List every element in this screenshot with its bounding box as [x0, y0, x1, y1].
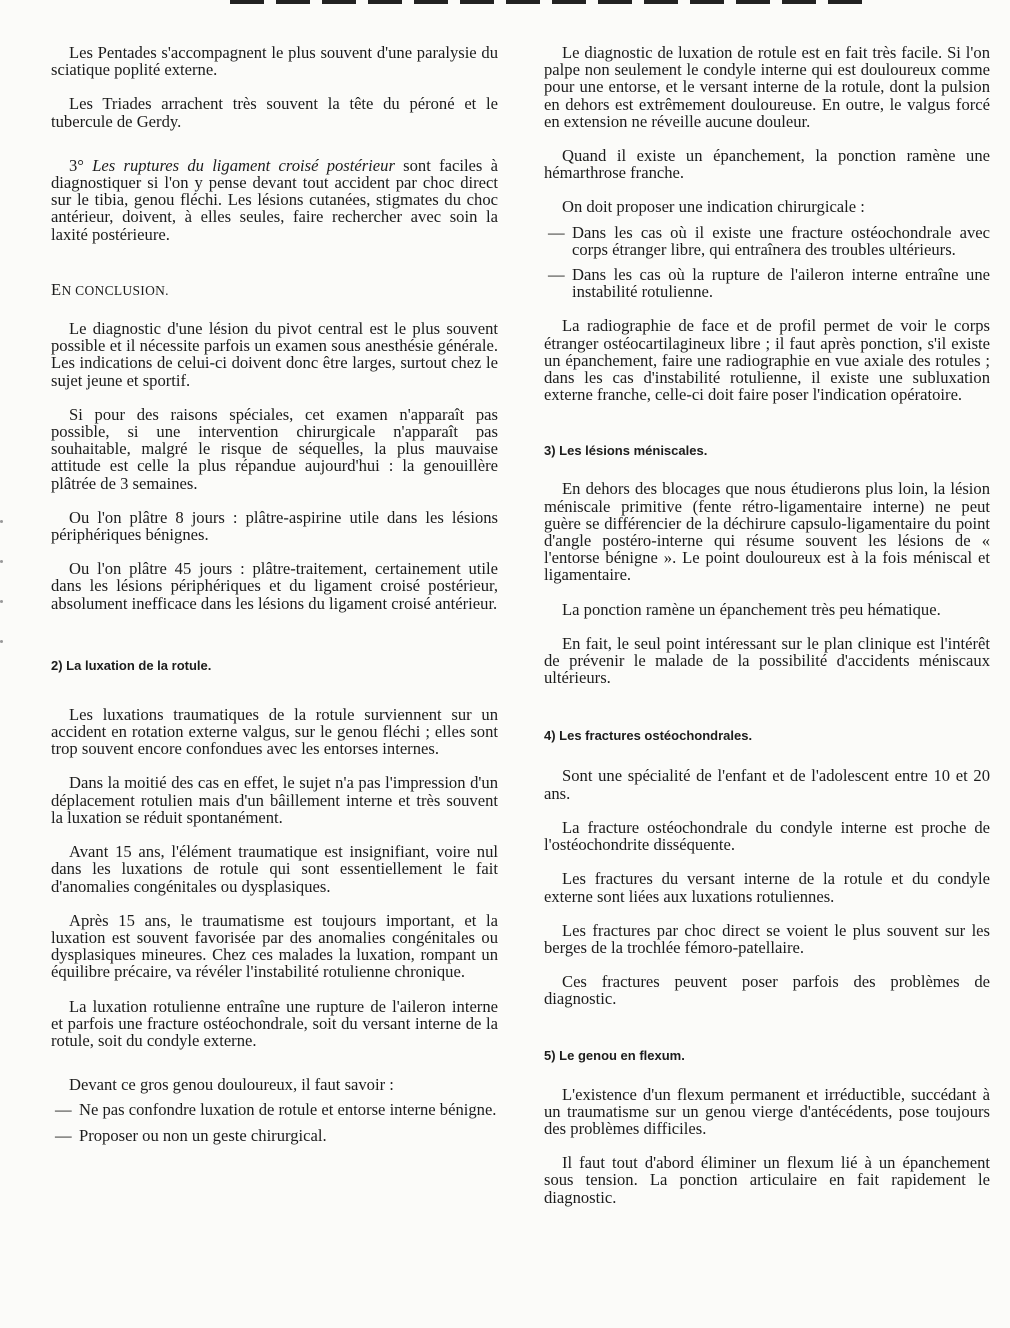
paragraph: Les luxations traumatiques de la rotule surviennent sur un accident en rotation externe valgus, sur le genou fléchi ; elles sont trop souvent encore confondues avec les entorses internes. — [51, 704, 498, 759]
paragraph: Sont une spécialité de l'enfant et de l'adolescent entre 10 et 20 ans. — [544, 766, 990, 803]
scan-mark — [0, 520, 3, 523]
dash-item — [544, 266, 990, 300]
dash-item — [51, 1127, 498, 1144]
paragraph: La radiographie de face et de profil permet de voir le corps étranger ostéocartilagineux libre ; il faut après ponction, s'il existe un épanchement, faire une radiographie en vue axiale des rotules ; dans les cas d'instabilité rotulienne, il existe une subluxation externe franche, celle-ci doit faire poser l'indication opératoire. — [544, 316, 990, 405]
dash-item-text: Proposer ou non un geste chirurgical. — [79, 1125, 327, 1145]
paragraph: Les Triades arrachent très souvent la tête du péroné et le tubercule de Gerdy. — [51, 94, 498, 131]
dash-item — [544, 224, 990, 258]
paragraph: En dehors des blocages que nous étudierons plus loin, la lésion méniscale primitive (fente rétro-ligamentaire interne) ne peut guère se différencier de la déchirure capsulo-ligamentaire du point d'angle postéro-interne qui résume souvent les lésions de « l'entorse bénigne ». Le point douloureux est à la fois méniscal et ligamentaire. — [544, 479, 990, 585]
paragraph-ligament-croise-posterieur — [51, 157, 498, 243]
paragraph: Ou l'on plâtre 8 jours : plâtre-aspirine utile dans les lésions périphériques bénignes. — [51, 507, 498, 545]
paragraph: La ponction ramène un épanchement très peu hématique. — [562, 599, 941, 619]
paragraph: Il faut tout d'abord éliminer un flexum lié à un épanchement sous tension. La ponction articulaire en fait rapidement le diagnostic. — [544, 1153, 990, 1207]
paragraph: Ces fractures peuvent poser parfois des problèmes de diagnostic. — [544, 972, 990, 1009]
conclusion-heading: EN CONCLUSION. — [51, 279, 169, 299]
scan-mark — [0, 640, 3, 643]
paragraph-text: sont faciles à diagnostiquer si l'on y pense devant tout accident par choc direct sur le tibia, genou fléchi. Les lésions cutanées, stigmates du choc antérieur, doivent, à elles seules, faire rechercher avec soin la laxité postérieure. — [51, 155, 498, 244]
paragraph: Le diagnostic d'une lésion du pivot central est le plus souvent possible et il nécessite parfois un examen sous anesthésie générale. Les indications de celui-ci doivent donc être larges, surtout chez le sujet jeune et sportif. — [51, 319, 498, 390]
dash-mark: — — [55, 1125, 72, 1145]
paragraph: Les Pentades s'accompagnent le plus souvent d'une paralysie du sciatique poplité externe. — [51, 43, 498, 80]
paragraph: On doit proposer une indication chirurgicale : — [562, 197, 865, 217]
right-column — [544, 44, 990, 1206]
top-rule — [230, 0, 870, 4]
paragraph: Devant ce gros genou douloureux, il faut savoir : — [69, 1075, 394, 1095]
section-heading-lesions-meniscales: 3) Les lésions méniscales. — [544, 443, 708, 459]
dash-item-text: Dans les cas où il existe une fracture ostéochondrale avec corps étranger libre, qui entraînera des troubles ultérieurs. — [572, 222, 990, 259]
paragraph: Quand il existe un épanchement, la ponction ramène une hémarthrose franche. — [544, 146, 990, 183]
section-heading-genou-flexum: 5) Le genou en flexum. — [544, 1047, 685, 1063]
paragraph: Les fractures par choc direct se voient le plus souvent sur les berges de la trochlée fémoro-patellaire. — [544, 920, 990, 957]
paragraph: Après 15 ans, le traumatisme est toujours important, et la luxation est souvent favorisée par des anomalies congénitales ou dysplasiques mineures. Chez ces malades la luxation, rompant un équilibre précaire, va révéler l'instabilité rotulienne chronique. — [51, 910, 498, 982]
dash-item — [51, 1101, 498, 1118]
dash-item-text: Ne pas confondre luxation de rotule et entorse interne bénigne. — [79, 1100, 497, 1120]
paragraph: La luxation rotulienne entraîne une rupture de l'aileron interne et parfois une fracture ostéochondrale, soit du versant interne de la rotule, soit du condyle externe. — [51, 996, 498, 1050]
italic-title: Les ruptures du ligament croisé postérieur — [92, 155, 395, 175]
paragraph: En fait, le seul point intéressant sur le plan clinique est l'intérêt de prévenir le malade de la possibilité d'accidents méniscaux ultérieurs. — [544, 633, 990, 688]
section-heading-fractures-osteochondrales: 4) Les fractures ostéochondrales. — [544, 728, 753, 744]
dash-mark: — — [55, 1100, 72, 1120]
dash-mark: — — [548, 265, 565, 285]
section-heading-luxation-rotule: 2) La luxation de la rotule. — [51, 657, 212, 673]
scan-mark — [0, 560, 3, 563]
paragraph: Ou l'on plâtre 45 jours : plâtre-traitement, certainement utile dans les lésions périphériques et du ligament croisé postérieur, absolument inefficace dans les lésions du ligament croisé antérieur. — [51, 559, 498, 613]
paragraph: Dans la moitié des cas en effet, le sujet n'a pas l'impression d'un déplacement rotulien mais d'un bâillement interne et très souvent la luxation se réduit spontanément. — [51, 773, 498, 827]
paragraph: Le diagnostic de luxation de rotule est en fait très facile. Si l'on palpe non seulement le condyle interne qui est douloureux comme pour une entorse, et le versant interne de la rotule, dont la pulsion en dehors est extrêmement douloureuse. En outre, le valgus forcé en extension ne réveille aucune douleur. — [544, 43, 990, 131]
dash-mark: — — [548, 222, 565, 242]
paragraph: L'existence d'un flexum permanent et irréductible, succédant à un traumatisme sur un genou vierge d'antécédents, pose toujours des problèmes difficiles. — [544, 1084, 990, 1138]
scan-mark — [0, 600, 3, 603]
paragraph: Les fractures du versant interne de la rotule et du condyle externe sont liées aux luxations rotuliennes. — [544, 869, 990, 906]
paragraph: Si pour des raisons spéciales, cet examen n'apparaît pas possible, si une intervention chirurgicale n'apparaît pas souhaitable, malgré le risque de séquelles, la plus mauvaise attitude est celle la plus répandue aujourd'hui : la genouillère plâtrée de 3 semaines. — [51, 404, 498, 493]
paragraph: La fracture ostéochondrale du condyle interne est proche de l'ostéochondrite disséquente. — [544, 817, 990, 855]
item-number: 3° — [69, 155, 84, 175]
paragraph: Avant 15 ans, l'élément traumatique est insignifiant, voire nul dans les luxations de rotule qui sont essentiellement le fait d'anomalies congénitales ou dysplasiques. — [51, 842, 498, 896]
left-column — [51, 44, 498, 1144]
dash-item-text: Dans les cas où la rupture de l'aileron interne entraîne une instabilité rotulienne. — [572, 265, 990, 302]
